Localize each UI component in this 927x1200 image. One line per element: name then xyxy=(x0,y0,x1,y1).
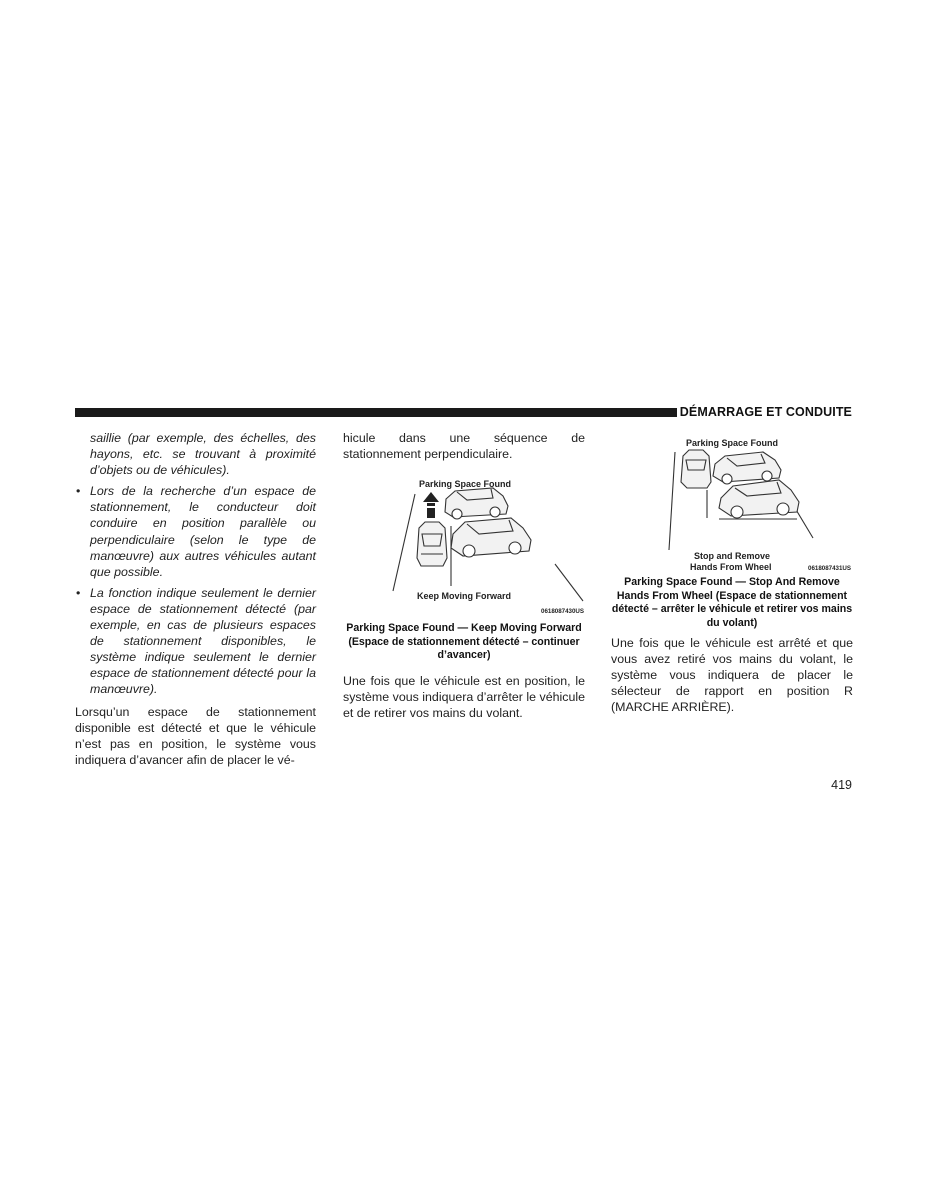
figure-caption: Parking Space Found — Keep Moving Forward (Espace de stationnement détecté – continuer d’avancer) xyxy=(346,622,582,662)
bullet-text: La fonction indique seulement le dernier espace de stationnement détecté (par exemple, en cas de plusieurs espaces de stationnement disponibles, le système indique seulement le dernier espace de stationnement détecté pour la manœuvre). xyxy=(90,585,316,697)
figure-title: Parking Space Found xyxy=(686,438,779,448)
column-left xyxy=(75,430,316,768)
column-middle xyxy=(343,430,585,721)
section-title: DÉMARRAGE ET CONDUITE xyxy=(679,405,852,419)
figure-caption: Parking Space Found — Stop And Remove Hands From Wheel (Espace de stationnement détecté – arrêter le véhicule et retirer vos mains du volant) xyxy=(611,576,853,629)
parking-figure-stop xyxy=(611,430,853,572)
figure-code: 0618087430US xyxy=(541,608,585,616)
bullet-icon: • xyxy=(76,585,81,600)
body-paragraph: Une fois que le véhicule est arrêté et que vous avez retiré vos mains du volant, le système vous indiquera de placer le sélecteur de rapport en position R (MARCHE ARRIÈRE). xyxy=(611,636,853,715)
figure-bottom-label: Keep Moving Forward xyxy=(417,591,512,602)
figure-bottom-label-line2: Hands From Wheel xyxy=(690,562,772,572)
body-paragraph: hicule dans une séquence de stationnement perpendiculaire. xyxy=(343,431,585,462)
page-number: 419 xyxy=(831,778,852,792)
figure-title: Parking Space Found xyxy=(419,479,512,490)
figure-code: 0618087431US xyxy=(808,565,852,572)
body-paragraph: Une fois que le véhicule est en position, le système vous indiquera d’arrêter le véhicule et de retirer vos mains du volant. xyxy=(343,673,585,720)
body-paragraph: Lorsqu’un espace de stationnement disponible est détecté et que le véhicule n’est pas en position, le système vous indiquera d’avancer afin de placer le vé- xyxy=(75,704,316,767)
column-right xyxy=(611,430,853,715)
bullet-item xyxy=(75,585,316,698)
bullet-item xyxy=(75,483,316,580)
bullet-text: Lors de la recherche d’un espace de stationnement, le conducteur doit conduire en position parallèle ou perpendiculaire (selon le type de manœuvre) aux autres véhicules autant que possible. xyxy=(90,484,316,579)
continued-bullet-text: saillie (par exemple, des échelles, des hayons, etc. se trouvant à proximité d’objets ou de véhicules). xyxy=(90,431,316,478)
bullet-icon: • xyxy=(76,484,81,499)
header-rule xyxy=(75,408,677,417)
parking-figure-keep-moving xyxy=(343,476,585,636)
figure-bottom-label-line1: Stop and Remove xyxy=(694,551,771,561)
